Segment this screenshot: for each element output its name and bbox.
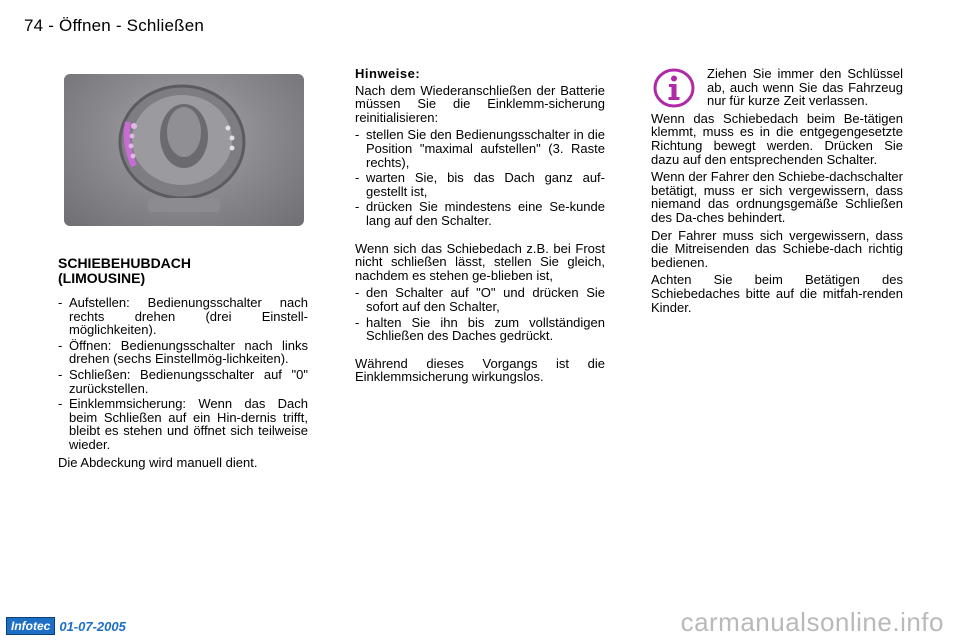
infotec-logo: Infotec <box>6 617 55 635</box>
notes-section <box>355 67 605 388</box>
list-item: - drücken Sie mindestens eine Se-kunde lang auf den Schalter. <box>355 200 605 227</box>
sunroof-section <box>58 256 308 473</box>
function-list <box>58 296 308 452</box>
notes-heading: Hinweise: <box>355 66 421 81</box>
sunroof-switch-image <box>64 74 304 226</box>
list-item: - stellen Sie den Bedienungsschalter in die Position "maximal aufstellen" (3. Raste rechts), <box>355 128 605 169</box>
list-item: - Einklemmsicherung: Wenn das Dach beim Schließen auf ein Hin-dernis trifft, bleibt es stehen und öffnet sich teilweise wieder. <box>58 397 308 451</box>
safety-section <box>651 67 903 318</box>
section-heading-line2: (LIMOUSINE) <box>58 270 146 286</box>
cover-note: Die Abdeckung wird manuell dient. <box>58 454 258 470</box>
list-item: - warten Sie, bis das Dach ganz auf-gestellt ist, <box>355 171 605 198</box>
section-heading-line1: SCHIEBEHUBDACH <box>58 255 192 271</box>
safety-paragraph: Achten Sie beim Betätigen des Schiebedaches bitte auf die mitfah-renden Kinder. <box>651 272 903 315</box>
disabled-note: Während dieses Vorgangs ist die Einklemmsicherung wirkungslos. <box>355 355 605 385</box>
notes-intro: Nach dem Wiederanschließen der Batterie müssen Sie die Einklemm-sicherung reinitialisieren: <box>355 82 605 125</box>
frost-steps <box>355 286 605 342</box>
list-item: - Öffnen: Bedienungsschalter nach links drehen (sechs Einstellmög-lichkeiten). <box>58 339 308 366</box>
footer-date: 01-07-2005 <box>59 618 126 634</box>
safety-paragraph: Der Fahrer muss sich vergewissern, dass die Mitreisenden das Schiebe-dach richtig bedienen. <box>651 227 903 270</box>
section-heading <box>58 256 308 286</box>
list-item: - den Schalter auf "O" und drücken Sie sofort auf den Schalter, <box>355 286 605 313</box>
list-item: - Schließen: Bedienungsschalter auf "0" zurückstellen. <box>58 368 308 395</box>
list-item: - halten Sie ihn bis zum vollständigen Schließen des Daches gedrückt. <box>355 316 605 343</box>
safety-paragraph: Wenn der Fahrer den Schiebe-dachschalter betätigt, muss er sich vergewissern, dass niemand das ordnungsgemäße Schließen des Da-ches behindert. <box>651 169 903 225</box>
safety-paragraph: Wenn das Schiebedach beim Be-tätigen klemmt, muss es in die entgegengesetzte Richtung bewegt werden. Drücken Sie dazu auf den entsprechenden Schalter. <box>651 110 903 167</box>
watermark: carmanualsonline.info <box>680 607 944 637</box>
page-title: 74 - Öffnen - Schließen <box>24 16 205 35</box>
list-item: - Aufstellen: Bedienungsschalter nach rechts drehen (drei Einstell-möglichkeiten). <box>58 296 308 337</box>
footer-badge <box>6 618 126 634</box>
reinit-steps <box>355 128 605 227</box>
info-note: Ziehen Sie immer den Schlüssel ab, auch wenn Sie das Fahrzeug nur für kurze Zeit verlassen. <box>707 66 903 109</box>
frost-paragraph: Wenn sich das Schiebedach z.B. bei Frost nicht schließen lässt, stellen Sie gleich, nachdem es stehen ge-blieben ist, <box>355 240 605 283</box>
